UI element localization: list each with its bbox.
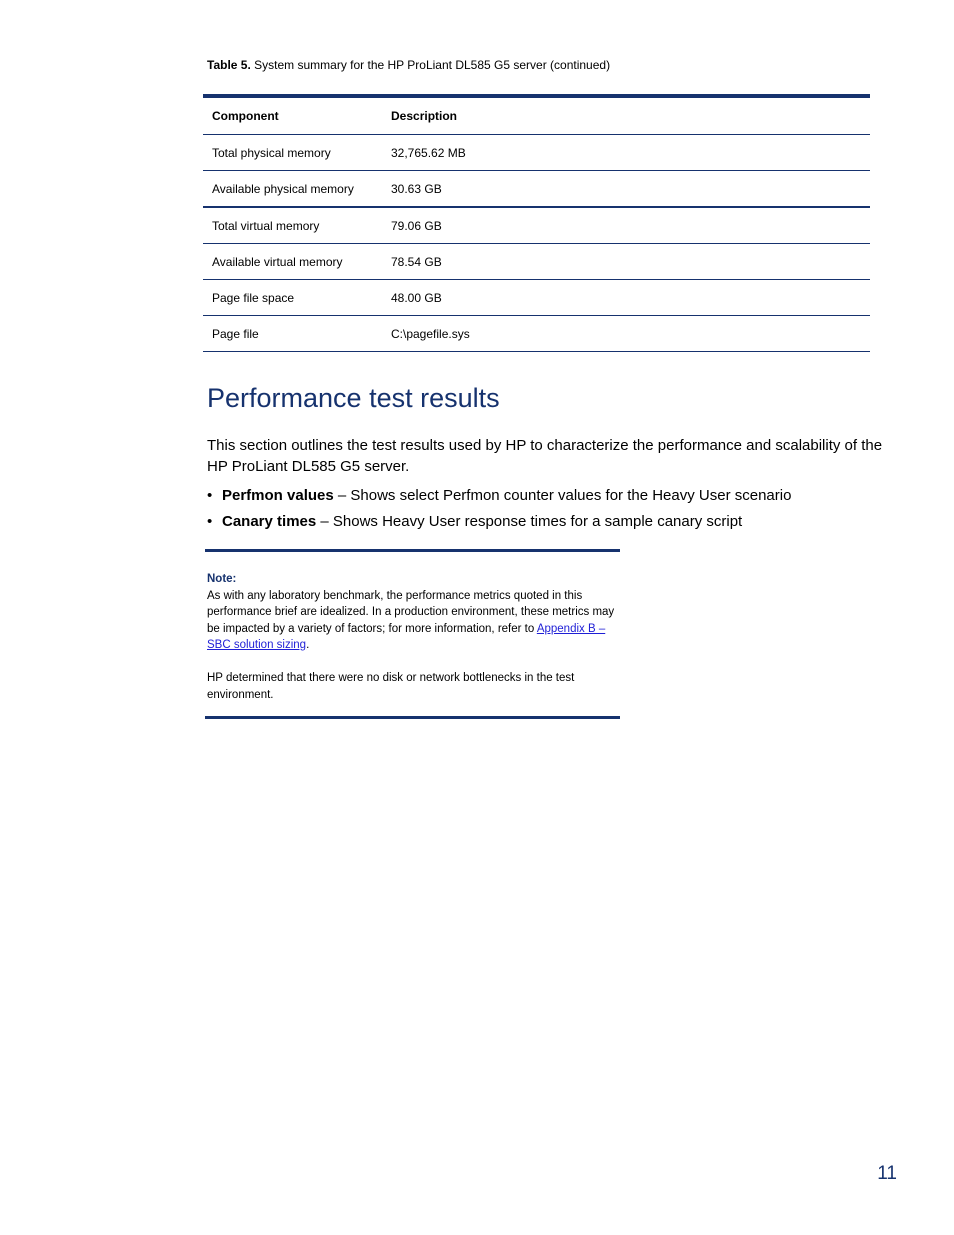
- table-cell-component: Page file: [203, 316, 382, 352]
- note-text-end: .: [306, 639, 310, 651]
- table-row: [203, 316, 870, 352]
- table-row: [203, 244, 870, 280]
- column-header-component: Component: [203, 96, 382, 135]
- table-caption-text: System summary for the HP ProLiant DL585 G5 server (continued): [254, 58, 611, 72]
- note-label: Note:: [207, 573, 237, 585]
- section-intro: This section outlines the test results used by HP to characterize the performance and scalability of the HP ProLiant DL585 G5 server.: [207, 437, 883, 475]
- table-header-row: [203, 96, 870, 135]
- table-row: [203, 171, 870, 208]
- bullet-icon: •: [207, 487, 213, 504]
- system-summary-table: [203, 94, 870, 352]
- note-content: [207, 571, 619, 703]
- table-cell-component: Page file space: [203, 280, 382, 316]
- bullet-text: – Shows select Perfmon counter values for the Heavy User scenario: [333, 487, 792, 504]
- results-bullet-list: [207, 485, 791, 537]
- section-title: Performance test results: [207, 383, 500, 413]
- table-cell-component: Available physical memory: [203, 171, 382, 208]
- bullet-text: – Shows Heavy User response times for a sample canary script: [316, 513, 743, 530]
- bullet-term: Perfmon values: [222, 487, 334, 504]
- table-row: [203, 135, 870, 171]
- table-cell-description: 78.54 GB: [382, 244, 870, 280]
- note-paragraph: [207, 588, 619, 654]
- table-cell-component: Total virtual memory: [203, 207, 382, 244]
- column-header-description: Description: [382, 96, 870, 135]
- table-cell-component: Available virtual memory: [203, 244, 382, 280]
- list-item: [207, 485, 791, 511]
- table-caption: [207, 57, 610, 73]
- table-cell-description: 30.63 GB: [382, 171, 870, 208]
- bullet-term: Canary times: [222, 513, 317, 530]
- note-paragraph-2: HP determined that there were no disk or network bottlenecks in the test environment.: [207, 672, 575, 701]
- table-cell-description: 79.06 GB: [382, 207, 870, 244]
- note-box: [205, 549, 620, 719]
- table-caption-label: Table 5.: [207, 58, 251, 72]
- appendix-b-link[interactable]: Appendix B – SBC solution sizing: [207, 622, 606, 651]
- note-text: As with any laboratory benchmark, the performance metrics quoted in this performance brief are idealized. In a production environment, these metrics may be impacted by a variety of factors; for more information, refer to: [207, 589, 615, 635]
- table-row: [203, 280, 870, 316]
- note-spacer: [207, 654, 619, 671]
- table-cell-description: 32,765.62 MB: [382, 135, 870, 171]
- list-item: [207, 511, 791, 537]
- table-cell-component: Total physical memory: [203, 135, 382, 171]
- table-row: [203, 207, 870, 244]
- table-cell-description: C:\pagefile.sys: [382, 316, 870, 352]
- table-cell-description: 48.00 GB: [382, 280, 870, 316]
- bullet-icon: •: [207, 513, 213, 530]
- page-number: 11: [877, 1163, 897, 1184]
